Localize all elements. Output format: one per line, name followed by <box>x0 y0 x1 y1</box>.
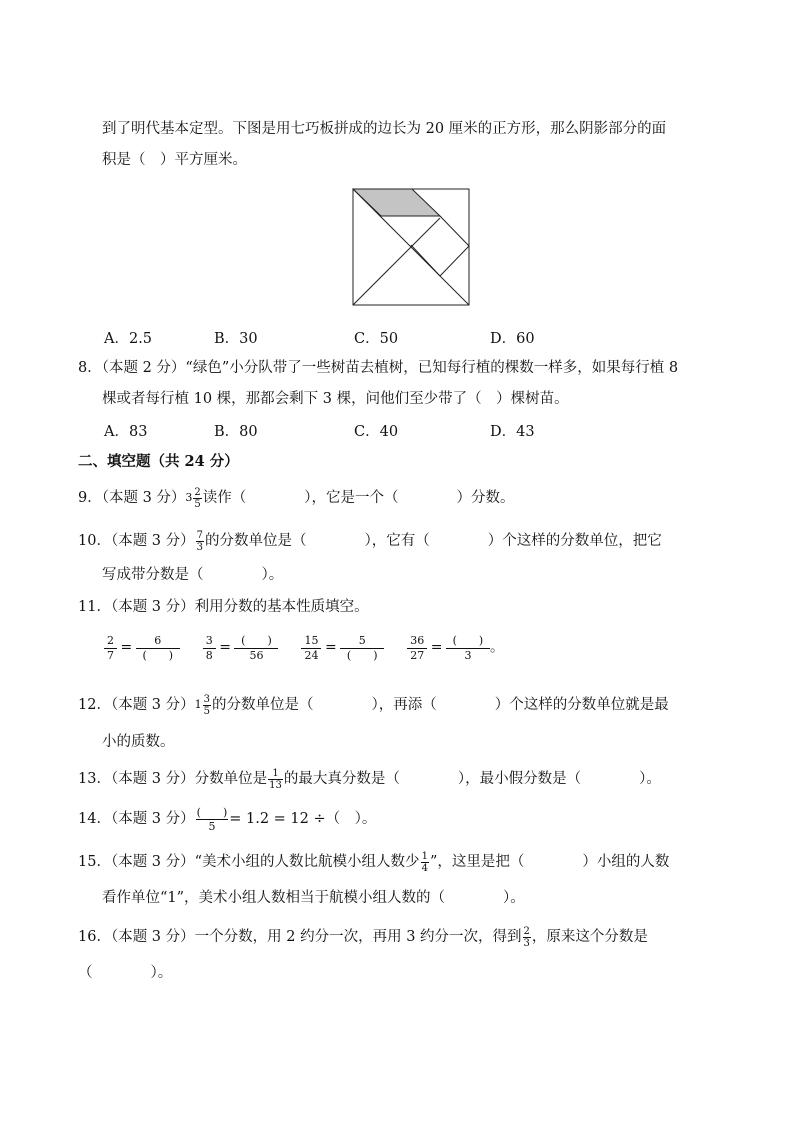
q10-suffix[interactable]: 的分数单位是（ ），它有（ ）个这样的分数单位，把它 <box>205 533 662 549</box>
q9-mixed-whole: 3 <box>185 491 193 504</box>
q16 <box>78 922 648 952</box>
q11-eq2-right[interactable] <box>234 634 278 663</box>
q11-eq2-left-num: 3 <box>203 634 216 649</box>
q11-eq1-left <box>104 634 117 663</box>
tangram-figure <box>352 188 470 306</box>
q10-line2[interactable]: 写成带分数是（ ）。 <box>102 567 284 583</box>
q11-end-mark: 。 <box>489 639 504 656</box>
q9-fraction <box>193 487 201 510</box>
tangram-line <box>440 246 469 276</box>
q16-fraction <box>523 926 531 949</box>
q11-eq3-right-den[interactable]: ( ) <box>346 649 378 662</box>
q11-eq3-left <box>301 634 321 663</box>
q12-numerator: 3 <box>203 693 211 705</box>
q10-fraction <box>196 530 204 553</box>
q7-option-a[interactable]: A．2.5 <box>104 331 153 347</box>
section-title-fill-in: 二、填空题（共 24 分） <box>78 453 239 470</box>
q13-denominator: 13 <box>269 779 282 791</box>
q15-numerator: 1 <box>421 850 428 862</box>
q16-numerator: 2 <box>523 925 530 937</box>
q11-eq2-right-den: 56 <box>249 649 264 662</box>
q13-numerator: 1 <box>268 768 283 780</box>
q9-denominator: 5 <box>194 498 201 510</box>
q12 <box>78 690 669 720</box>
q11-eq1-right-den[interactable]: ( ) <box>142 649 174 662</box>
q11-eq2-left <box>203 634 216 663</box>
q11-eq3-right[interactable] <box>340 634 384 663</box>
tangram-line <box>411 245 440 276</box>
q12-fraction <box>203 694 211 717</box>
q11-text: 11．（本题 3 分）利用分数的基本性质填空。 <box>78 599 369 615</box>
q11-eq4-right-den: 3 <box>464 649 472 662</box>
q8-text-line2: 棵或者每行植 10 棵，那都会剩下 3 棵，问他们至少带了（ ）棵树苗。 <box>102 391 569 407</box>
q13-fraction <box>268 768 283 791</box>
q15-suffix[interactable]: ”，这里是把（ ）小组的人数 <box>429 854 670 870</box>
q9-prefix: 9．（本题 3 分） <box>78 490 186 506</box>
q11-eq4-right-num[interactable]: ( ) <box>446 634 490 649</box>
equals-sign: = <box>430 639 443 656</box>
q11-eq1-right-num: 6 <box>136 634 180 649</box>
q11-eq4-left-num: 36 <box>407 634 427 649</box>
q16-suffix: ，原来这个分数是 <box>531 929 648 945</box>
q14 <box>78 804 376 834</box>
q11-eq1-right[interactable] <box>136 634 180 663</box>
q13 <box>78 764 661 794</box>
q11-equations <box>104 634 504 663</box>
q7-text-line1: 到了明代基本定型。下图是用七巧板拼成的边长为 20 厘米的正方形，那么阴影部分的面 <box>102 121 667 137</box>
q14-suffix[interactable]: = 1.2 = 12 ÷（ ）。 <box>229 811 377 827</box>
q15-prefix: 15．（本题 3 分）“美术小组的人数比航模小组人数少 <box>78 854 420 870</box>
q11-eq3-left-den: 24 <box>304 649 319 662</box>
q8-text-line1: 8．（本题 2 分）“绿色”小分队带了一些树苗去植树，已知每行植的棵数一样多，如果每行植 8 <box>78 360 679 376</box>
q10 <box>78 526 662 556</box>
q12-prefix: 12．（本题 3 分） <box>78 697 195 713</box>
q13-prefix: 13．（本题 3 分）分数单位是 <box>78 771 268 787</box>
q11-eq4-left <box>407 634 427 663</box>
q14-numerator[interactable]: ( ) <box>196 805 228 819</box>
q8-option-c[interactable]: C．40 <box>354 424 399 440</box>
q9-numerator: 2 <box>194 486 201 498</box>
q10-prefix: 10．（本题 3 分） <box>78 533 195 549</box>
q10-denominator: 3 <box>196 541 204 553</box>
q15 <box>78 847 669 877</box>
q14-prefix: 14．（本题 3 分） <box>78 811 195 827</box>
equals-sign: = <box>120 639 133 656</box>
q11-eq1-left-num: 2 <box>104 634 117 649</box>
q7-option-b[interactable]: B．30 <box>214 331 258 347</box>
q7-text-line2: 积是（ ）平方厘米。 <box>102 152 247 168</box>
q8-option-d[interactable]: D．43 <box>490 424 535 440</box>
q15-line2[interactable]: 看作单位“1”，美术小组人数相当于航模小组人数的（ ）。 <box>102 890 525 906</box>
q16-line2[interactable]: （ ）。 <box>78 965 173 981</box>
q11-eq2-left-den: 8 <box>205 649 213 662</box>
q11-eq1-left-den: 7 <box>107 649 114 662</box>
q13-suffix[interactable]: 的最大真分数是（ ），最小假分数是（ ）。 <box>283 771 661 787</box>
q11-eq2-right-num[interactable]: ( ) <box>234 634 278 649</box>
q14-fraction[interactable] <box>196 806 229 833</box>
q16-denominator: 3 <box>523 937 530 949</box>
q9 <box>78 483 515 513</box>
q12-suffix[interactable]: 的分数单位是（ ），再添（ ）个这样的分数单位就是最 <box>212 697 669 713</box>
q12-denominator: 5 <box>203 705 211 717</box>
q9-suffix[interactable]: 读作（ ），它是一个（ ）分数。 <box>202 490 515 506</box>
equals-sign: = <box>219 639 231 656</box>
q7-option-d[interactable]: D．60 <box>490 331 535 347</box>
q15-denominator: 4 <box>421 862 428 874</box>
q8-option-b[interactable]: B．80 <box>214 424 258 440</box>
q12-line2: 小的质数。 <box>102 734 175 750</box>
q8-option-a[interactable]: A．83 <box>104 424 148 440</box>
q11-eq3-right-num: 5 <box>340 634 384 649</box>
q15-fraction <box>421 851 429 874</box>
q10-numerator: 7 <box>196 529 204 541</box>
q11-eq3-left-num: 15 <box>301 634 321 649</box>
q16-prefix: 16．（本题 3 分）一个分数，用 2 约分一次，再用 3 约分一次，得到 <box>78 929 522 945</box>
equals-sign: = <box>324 639 337 656</box>
tangram-line <box>440 216 469 246</box>
q12-mixed-whole: 1 <box>194 698 202 711</box>
q11-eq4-right[interactable] <box>446 634 490 663</box>
q7-option-c[interactable]: C．50 <box>354 331 399 347</box>
q14-denominator: 5 <box>208 819 216 833</box>
q11-eq4-left-den: 27 <box>410 649 425 662</box>
